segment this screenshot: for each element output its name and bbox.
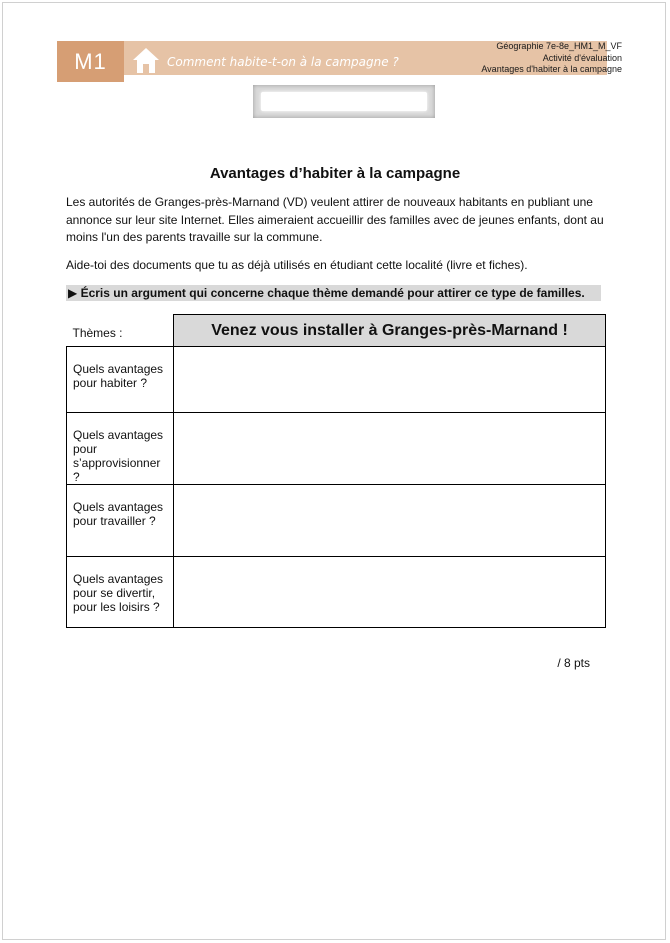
header-subtitle: Comment habite-t-on à la campagne ? bbox=[167, 55, 399, 69]
table-row bbox=[67, 557, 606, 628]
meta-activity: Activité d'évaluation bbox=[542, 52, 622, 63]
intro-paragraph: Les autorités de Granges-près-Marnand (VD) veulent attirer de nouveaux habitants en publiant une annonce sur leur site Internet. Elles aimeraient accueillir des familles avec de jeunes enfants, dont au moins l'un des parents travaille sur la commune. bbox=[66, 195, 604, 244]
answer-approvisionner[interactable] bbox=[174, 413, 606, 485]
page-title: Avantages d’habiter à la campagne bbox=[209, 165, 461, 182]
theme-loisirs: Quels avantages pour se divertir, pour les loisirs ? bbox=[67, 557, 174, 628]
answer-table bbox=[66, 314, 606, 628]
header-meta bbox=[481, 41, 622, 76]
meta-course: Géographie 7e-8e_HM1_M_VF bbox=[496, 41, 622, 51]
table-row bbox=[67, 485, 606, 557]
theme-habiter: Quels avantages pour habiter ? bbox=[67, 347, 174, 413]
answer-habiter[interactable] bbox=[174, 347, 606, 413]
points-total: / 8 pts bbox=[557, 656, 590, 670]
name-field[interactable] bbox=[261, 92, 427, 111]
table-row bbox=[67, 347, 606, 413]
theme-travailler: Quels avantages pour travailler ? bbox=[67, 485, 174, 557]
meta-topic: Avantages d'habiter à la campagne bbox=[481, 64, 622, 74]
module-badge: M1 bbox=[57, 41, 124, 82]
name-stamp bbox=[253, 85, 435, 118]
answer-travailler[interactable] bbox=[174, 485, 606, 557]
answer-loisirs[interactable] bbox=[174, 557, 606, 628]
table-row bbox=[67, 413, 606, 485]
table-header-row bbox=[67, 315, 606, 347]
hint-paragraph: Aide-toi des documents que tu as déjà utilisés en étudiant cette localité (livre et fiches). bbox=[66, 258, 528, 272]
table-heading: Venez vous installer à Granges-près-Marnand ! bbox=[174, 315, 606, 347]
theme-approvisionner: Quels avantages pour s’approvisionner ? bbox=[67, 413, 174, 485]
themes-label: Thèmes : bbox=[67, 315, 174, 347]
instruction-banner: ▶ Écris un argument qui concerne chaque thème demandé pour attirer ce type de familles. bbox=[66, 285, 601, 301]
house-icon bbox=[132, 46, 160, 74]
